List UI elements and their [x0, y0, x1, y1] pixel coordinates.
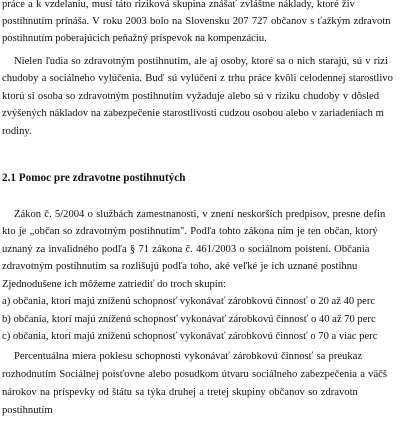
paragraph-line: ktorú si osoba so zdravotným postihnutím vyžaduje alebo sú v riziku chudoby v dôsled: [2, 91, 380, 102]
section-heading: 2.1 Pomoc pre zdravotne postihnutých: [2, 172, 186, 184]
paragraph-line: postihnutím prináša. V roku 2003 bolo na Slovensku 207 727 občanov s ťažkým zdravotn: [2, 16, 391, 27]
paragraph-line: rozhodnutím Sociálnej poisťovne alebo posudkom útvaru sociálneho zabezpečenia a väčš: [2, 369, 388, 380]
paragraph-line: Percentuálna miera poklesu schopnosti vykonávať zárobkovú činnosť sa preukaz: [14, 351, 363, 362]
paragraph-line: Zjednodušene ich môžeme zatriediť do troch skupín:: [2, 279, 226, 290]
paragraph-line: práce a k vzdelaniu, musí táto riziková skupina znášať zvláštne náklady, ktoré živ: [2, 0, 355, 10]
paragraph-line: nárokov na príspevky od štátu sa týka druhej a tretej skupiny občanov so zdravotn: [2, 387, 358, 398]
paragraph-line: zdravotným postihnutím sa rozlišujú podľa toho, aké veľké je ich uznané postihnu: [2, 261, 358, 272]
paragraph-line: kto je „občan so zdravotným postihnutím". Podľa tohto zákona ním je ten občan, ktorý: [2, 226, 378, 237]
list-item: c) občania, ktorí majú zníženú schopnosť vykonávať zárobkovú činnosť o 70 a viac perc: [2, 331, 378, 342]
paragraph-line: postihnutím poberajúcich peňažný príspevok na kompenzáciu.: [2, 33, 267, 44]
paragraph-line: Nielen ľudia so zdravotným postihnutím, ale aj osoby, ktoré sa o nich starajú, sú v rizi: [14, 56, 388, 67]
paragraph-line: postihnutím: [2, 405, 53, 416]
paragraph-line: zvýšených nákladov na zabezpečenie starostlivosti cudzou osobou alebo v zariadeniach m: [2, 108, 384, 119]
list-item: a) občania, ktorí majú zníženú schopnosť vykonávať zárobkovú činnosť o 20 až 40 perc: [2, 296, 376, 307]
paragraph-line: rodiny.: [2, 126, 32, 137]
paragraph-line: Zákon č. 5/2004 o službách zamestnanosti, v znení neskorších predpisov, presne defin: [14, 209, 386, 220]
paragraph-line: chudoby a sociálneho vylúčenia. Buď sú vylúčení z trhu práce kvôli celodennej starostlivo: [2, 73, 393, 84]
list-item: b) občania, ktorí majú zníženú schopnosť vykonávať zárobkovú činnosť o 40 až 70 perc: [2, 314, 376, 325]
paragraph-line: uznaný za invalidného podľa § 71 zákona č. 461/2003 o sociálnom poistení. Občaniа: [2, 244, 370, 255]
